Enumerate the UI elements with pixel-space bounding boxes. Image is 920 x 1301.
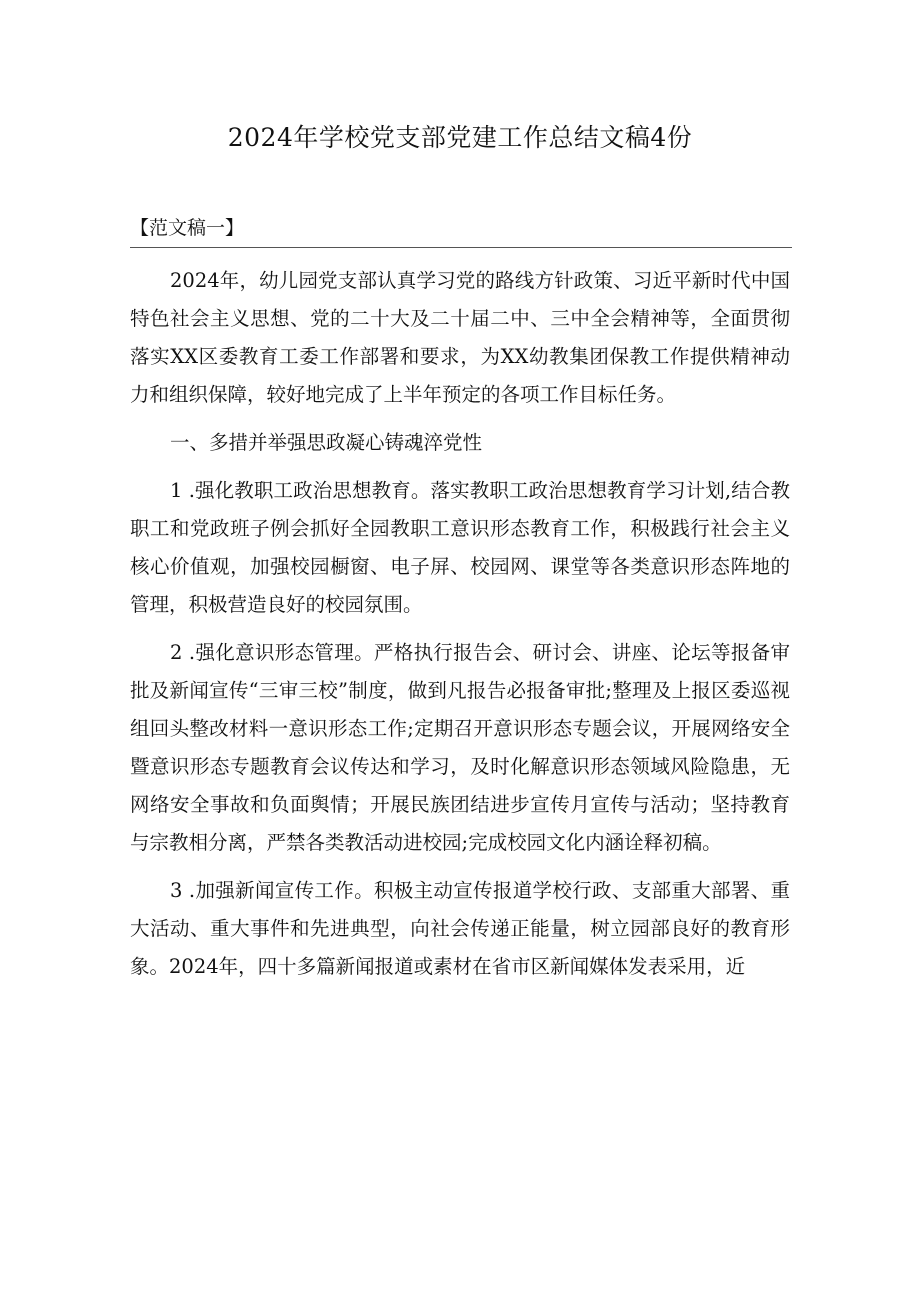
document-title: 2024年学校党支部党建工作总结文稿4份 [227,123,693,152]
heading-section-one: 一、多措并举强思政凝心铸魂淬党性 [170,431,483,454]
section-label: 【范文稿一】 [130,217,245,239]
document-body [130,262,790,996]
paragraph-intro: 2024年，幼儿园党支部认真学习党的路线方针政策、习近平新时代中国特色社会主义思想、党的二十大及二十届二中、三中全会精神等，全面贯彻落实XX区委教育工委工作部署和要求，为XX幼教集团保教工作提供精神动力和组织保障，较好地完成了上半年预定的各项工作目标任务。 [130,269,790,406]
paragraph-item-1: 1 .强化教职工政治思想教育。落实教职工政治思想教育学习计划,结合教职工和党政班子例会抓好全园教职工意识形态教育工作，积极践行社会主义核心价值观，加强校园橱窗、电子屏、校园网、课堂等各类意识形态阵地的管理，积极营造良好的校园氛围。 [130,479,790,616]
section-divider [130,247,792,248]
paragraph-item-2: 2 .强化意识形态管理。严格执行报告会、研讨会、讲座、论坛等报备审批及新闻宣传“三审三校”制度，做到凡报告必报备审批;整理及上报区委巡视组回头整改材料一意识形态工作;定期召开意识形态专题会议，开展网络安全暨意识形态专题教育会议传达和学习，及时化解意识形态领域风险隐患，无网络安全事故和负面舆情；开展民族团结进步宣传月宣传与活动；坚持教育与宗教相分离，严禁各类教活动进校园;完成校园文化内涵诠释初稿。 [130,641,790,854]
paragraph-item-3: 3 .加强新闻宣传工作。积极主动宣传报道学校行政、支部重大部署、重大活动、重大事件和先进典型，向社会传递正能量，树立园部良好的教育形象。2024年，四十多篇新闻报道或素材在省市区新闻媒体发表采用，近 [130,879,790,978]
